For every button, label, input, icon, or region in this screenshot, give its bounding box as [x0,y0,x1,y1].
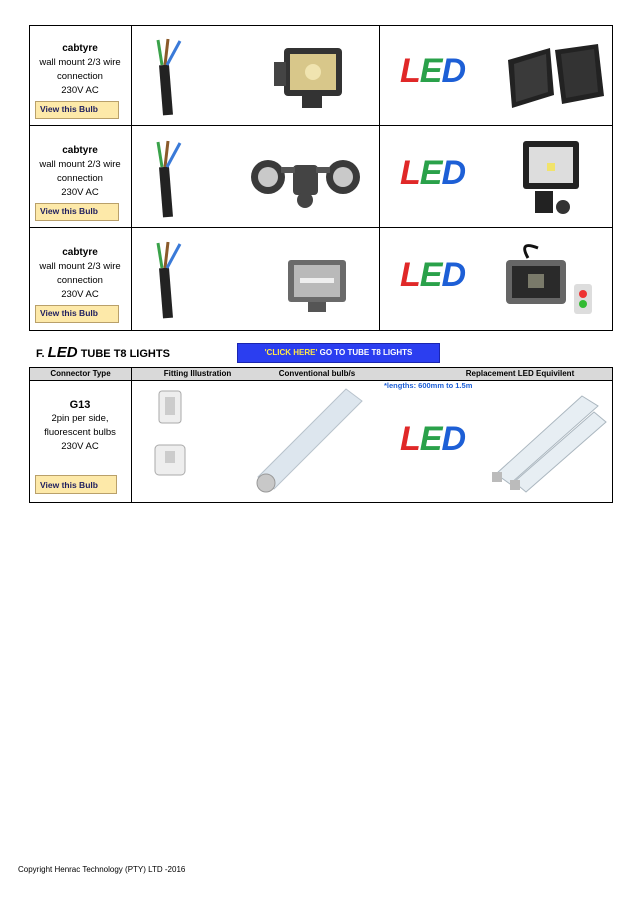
connector-cell [30,144,130,200]
t8-header-conventional: Conventional bulb/s [278,369,356,378]
top-table-divider [29,227,613,228]
connector-line: wall mount 2/3 wire [39,159,121,170]
t8-connector-cell [30,398,130,454]
connector-line: connection [57,173,103,184]
link-quote: 'CLICK HERE' [264,348,318,357]
connector-line: 230V AC [61,187,99,198]
halogen-floodlight-illustration [280,252,355,317]
t8-header-replacement: Replacement LED Equivilent [465,369,575,378]
security-light-illustration [248,145,363,215]
view-bulb-button[interactable]: View this Bulb [35,203,119,221]
connector-line: 230V AC [61,289,99,300]
fluorescent-tube-illustration [250,385,370,497]
connector-line: wall mount 2/3 wire [39,57,121,68]
top-table-divider [379,25,380,331]
t8-divider [131,367,132,503]
cable-illustration [150,137,200,222]
view-bulb-button[interactable]: View this Bulb [35,101,119,119]
section-suffix: TUBE T8 LIGHTS [80,348,170,360]
t8-header-line [29,380,613,381]
led-logo: LED [400,154,466,192]
t8-length-note: *lengths: 600mm to 1.5m [384,381,473,390]
view-bulb-button[interactable]: View this Bulb [35,305,119,323]
led-logo: LED [400,52,466,90]
connector-line: connection [57,71,103,82]
connector-title: cabtyre [62,145,98,156]
g13-fitting-illustration [145,385,195,495]
t8-header-connector: Connector Type [50,369,111,378]
led-logo: LED [400,420,466,458]
cable-illustration [150,238,200,323]
connector-title: cabtyre [62,247,98,258]
led-tube-illustration [490,392,608,497]
t8-connector-title: G13 [69,399,91,411]
top-table-divider [29,125,613,126]
connector-line: wall mount 2/3 wire [39,261,121,272]
link-text: GO TO TUBE T8 LIGHTS [319,348,413,357]
connector-line: connection [57,275,103,286]
connector-cell [30,42,130,98]
view-bulb-button[interactable]: View this Bulb [35,475,117,494]
section-prefix: F. [36,348,45,360]
connector-cell [30,246,130,302]
led-floodlight-illustration [505,135,590,220]
led-floodlight-illustration [500,40,610,115]
top-table-divider [131,25,132,331]
cable-illustration [150,35,200,120]
connector-title: cabtyre [62,43,98,54]
connector-line: 230V AC [61,85,99,96]
connector-line: 230V AC [61,441,99,452]
t8-header-fitting: Fitting Illustration [163,369,232,378]
section-heading [36,344,170,361]
connector-line: fluorescent bulbs [44,427,116,438]
halogen-floodlight-illustration [272,42,352,112]
copyright-footer: Copyright Henrac Technology (PTY) LTD -2016 [18,865,186,874]
led-floodlight-illustration [498,238,598,323]
go-to-tube-t8-link[interactable] [237,343,440,363]
section-led: LED [47,344,78,361]
connector-line: 2pin per side, [51,413,109,424]
led-logo: LED [400,256,466,294]
